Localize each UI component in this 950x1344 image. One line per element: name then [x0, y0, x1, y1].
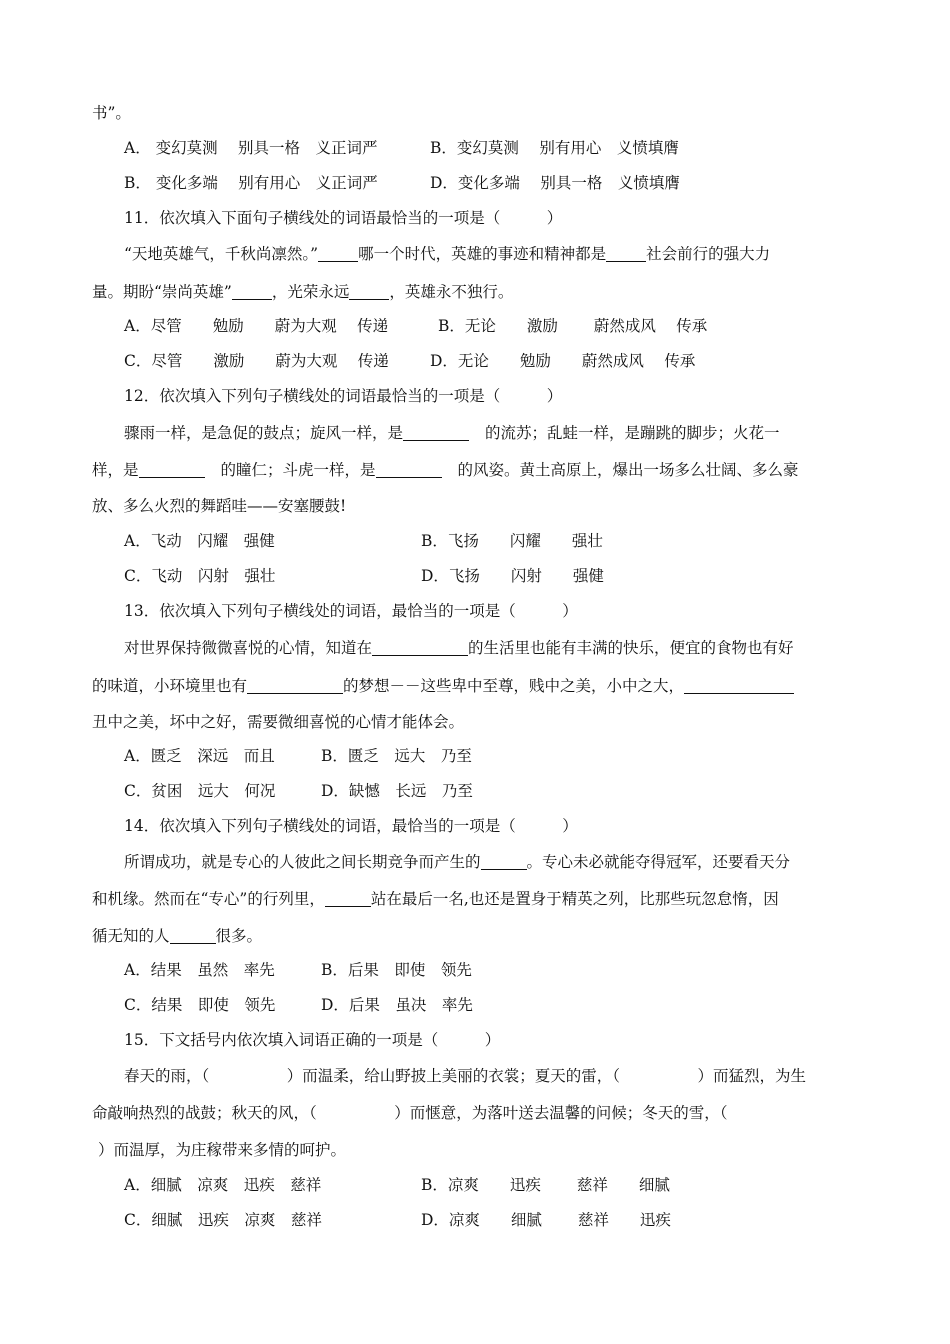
q11-blank-4: [349, 283, 389, 300]
q14-text: 所谓成功，就是专心的人彼此之间长期竞争而产生的: [124, 853, 481, 871]
q11-text: 量。期盼“崇尚英雄”: [92, 283, 232, 301]
question-15-passage-line2: 命敲响热烈的战鼓；秋天的风，（ ）而惬意，为落叶送去温馨的问候；冬天的雪，（: [92, 1104, 728, 1122]
q11-option-a: A．尽管 勉励 蔚为大观 传递: [124, 317, 389, 335]
question-12-passage-line1: [124, 423, 894, 443]
q11-text: “天地英雄气，千秋尚凛然。”: [124, 245, 319, 263]
q14-text: 循无知的人: [92, 927, 170, 945]
q12-option-b: B．飞扬 闪耀 强壮: [421, 532, 603, 550]
q13-option-d: D．缺憾 长远 乃至: [321, 782, 473, 800]
q12-text: 样，是: [92, 461, 139, 479]
q15-option-a: A．细腻 凉爽 迅疾 慈祥: [124, 1176, 322, 1194]
previous-question-tail: 书”。: [92, 104, 131, 122]
question-11-passage-line1: [124, 244, 894, 264]
q12-option-c: C．飞动 闪射 强壮: [124, 567, 276, 585]
question-11-stem: 11．依次填入下面句子横线处的词语最恰当的一项是（ ）: [124, 209, 563, 227]
question-13-passage-line3: 丑中之美，坏中之好，需要微细喜悦的心情才能体会。: [92, 713, 465, 731]
q12-text: 骤雨一样，是急促的鼓点；旋风一样，是: [124, 424, 404, 442]
question-12-stem: 12．依次填入下列句子横线处的词语最恰当的一项是（ ）: [124, 387, 563, 405]
q12-text: 的瞳仁；斗虎一样，是: [220, 461, 376, 479]
q13-blank-2: [247, 677, 343, 694]
q14-text: 很多。: [215, 927, 263, 945]
question-15-passage-line3: ）而温厚，为庄稼带来多情的呵护。: [98, 1141, 347, 1159]
q13-blank-1: [372, 639, 468, 656]
q12-text: 的风姿。黄土高原上，爆出一场多么壮阔、多么豪: [457, 461, 799, 479]
q11-text: 哪一个时代，英雄的事迹和精神都是: [358, 245, 607, 263]
q14-option-a: A．结果 虽然 率先: [124, 961, 275, 979]
q11-option-d: D．无论 勉励 蔚然成风 传承: [430, 352, 696, 370]
q15-option-c: C．细腻 迅疾 凉爽 慈祥: [124, 1211, 322, 1229]
question-13-passage-line2: [92, 676, 862, 696]
question-14-passage-line3: [92, 926, 862, 946]
q12-blank-1: [403, 424, 469, 441]
q12-text: 的流苏；乱蛙一样，是蹦跳的脚步；火花一: [485, 424, 780, 442]
q12-blank-3: [376, 461, 442, 478]
q11-text: 社会前行的强大力: [646, 245, 771, 263]
question-12-passage-line2: [92, 460, 862, 480]
q12-option-d: D．飞扬 闪射 强健: [421, 567, 604, 585]
q11-text: ，英雄永不独行。: [389, 283, 514, 301]
q13-option-c: C．贫困 远大 何况: [124, 782, 276, 800]
prev-option-b2: B． 变化多端 别有用心 义正词严: [124, 174, 378, 192]
q14-option-c: C．结果 即使 领先: [124, 996, 276, 1014]
q11-text: ，光荣永远: [271, 283, 350, 301]
q14-blank-3: [170, 927, 216, 944]
question-14-passage-line1: [124, 852, 894, 872]
question-14-stem: 14．依次填入下列句子横线处的词语，最恰当的一项是（ ）: [124, 817, 578, 835]
prev-option-d: D．变化多端 别具一格 义愤填膺: [430, 174, 680, 192]
q11-blank-2: [606, 245, 646, 262]
q14-blank-1: [481, 853, 527, 870]
q14-text: 和机缘。然而在“专心”的行列里，: [92, 890, 325, 908]
q15-option-b: B．凉爽 迅疾 慈祥 细腻: [421, 1176, 670, 1194]
prev-option-a: A． 变幻莫测 别具一格 义正词严: [124, 139, 378, 157]
question-15-passage-line1: 春天的雨，（ ）而温柔，给山野披上美丽的衣裳；夏天的雷，（ ）而猛烈，为生: [124, 1067, 807, 1085]
q13-text: 的梦想－－这些卑中至尊，贱中之美，小中之大，: [343, 677, 685, 695]
prev-option-b: B．变幻莫测 别有用心 义愤填膺: [430, 139, 679, 157]
q11-option-b: B．无论 激励 蔚然成风 传承: [438, 317, 708, 335]
question-13-passage-line1: [124, 638, 894, 658]
q14-option-d: D．后果 虽决 率先: [321, 996, 473, 1014]
q11-option-c: C．尽管 激励 蔚为大观 传递: [124, 352, 389, 370]
q15-option-d: D．凉爽 细腻 慈祥 迅疾: [421, 1211, 671, 1229]
q12-option-a: A．飞动 闪耀 强健: [124, 532, 275, 550]
question-14-passage-line2: [92, 889, 862, 909]
question-11-passage-line2: [92, 282, 862, 302]
q13-option-b: B．匮乏 远大 乃至: [321, 747, 472, 765]
q11-blank-3: [232, 283, 272, 300]
q12-blank-2: [139, 461, 205, 478]
q11-blank-1: [318, 245, 358, 262]
q13-text: 的味道，小环境里也有: [92, 677, 248, 695]
q13-option-a: A．匮乏 深远 而且: [124, 747, 275, 765]
q14-text: 。专心未必就能夺得冠军，还要看天分: [526, 853, 791, 871]
question-12-passage-line3: 放、多么火烈的舞蹈哇——安塞腰鼓!: [92, 497, 347, 515]
question-15-stem: 15．下文括号内依次填入词语正确的一项是（ ）: [124, 1031, 501, 1049]
q13-text: 的生活里也能有丰满的快乐，便宜的食物也有好: [468, 639, 794, 657]
q13-text: 对世界保持微微喜悦的心情，知道在: [124, 639, 373, 657]
q13-blank-3: [684, 677, 794, 694]
q14-text: 站在最后一名,也还是置身于精英之列，比那些玩忽怠惰，因: [370, 890, 779, 908]
question-13-stem: 13．依次填入下列句子横线处的词语，最恰当的一项是（ ）: [124, 602, 578, 620]
q14-blank-2: [325, 890, 371, 907]
q14-option-b: B．后果 即使 领先: [321, 961, 472, 979]
